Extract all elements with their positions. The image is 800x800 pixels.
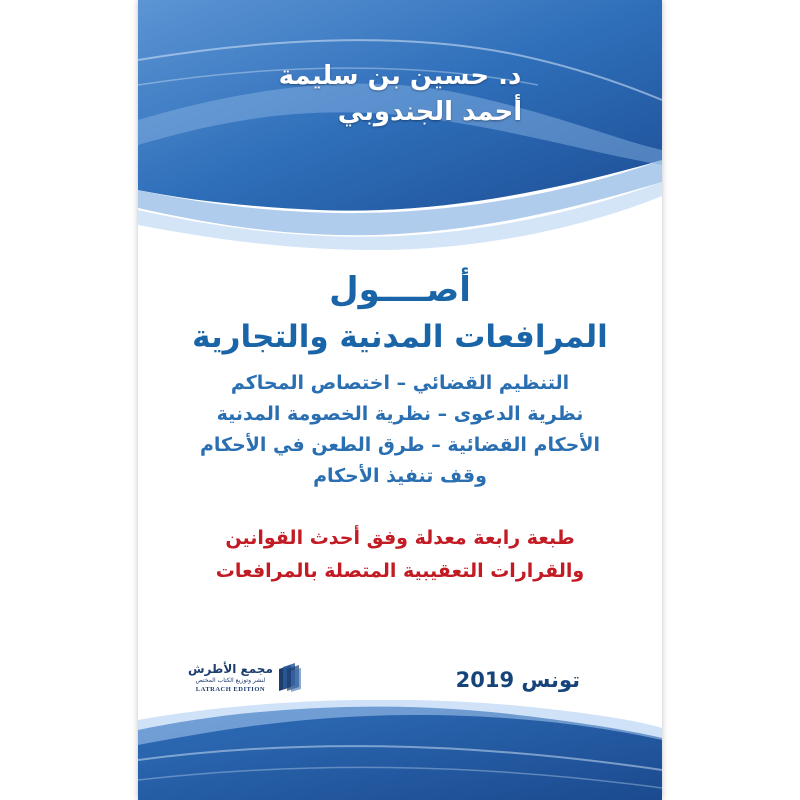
author-2: أحمد الجندوبي bbox=[337, 97, 523, 127]
topics-list bbox=[158, 368, 642, 492]
topic-line: التنظيم القضائي – اختصاص المحاكم bbox=[230, 372, 570, 394]
publisher-logo bbox=[188, 662, 303, 694]
book-subtitle: المرافعات المدنية والتجارية bbox=[192, 319, 608, 355]
title-block bbox=[158, 268, 642, 492]
author-1: د. حسين بن سليمة bbox=[278, 61, 522, 91]
edition-line: والقرارات التعقيبية المتصلة بالمرافعات bbox=[215, 560, 585, 582]
edition-note bbox=[158, 522, 642, 588]
publisher-name: مجمع الأطرش bbox=[188, 662, 273, 676]
publisher-tagline: لنشر وتوزيع الكتاب المختص bbox=[195, 677, 266, 684]
publisher-latin-name: LATRACH EDITION bbox=[195, 686, 266, 693]
place-date: تونس 2019 bbox=[455, 668, 580, 692]
bottom-wave-graphic bbox=[138, 700, 662, 800]
book-title: أصــــول bbox=[329, 270, 471, 310]
topic-line: نظرية الدعوى – نظرية الخصومة المدنية bbox=[216, 403, 584, 425]
book-cover bbox=[138, 0, 662, 800]
publisher-text bbox=[188, 662, 273, 694]
topic-line: وقف تنفيذ الأحكام bbox=[313, 465, 487, 487]
books-icon bbox=[277, 663, 303, 693]
authors bbox=[138, 58, 662, 130]
topic-line: الأحكام القضائية – طرق الطعن في الأحكام bbox=[199, 434, 601, 456]
edition-line: طبعة رابعة معدلة وفق أحدث القوانين bbox=[225, 527, 575, 549]
